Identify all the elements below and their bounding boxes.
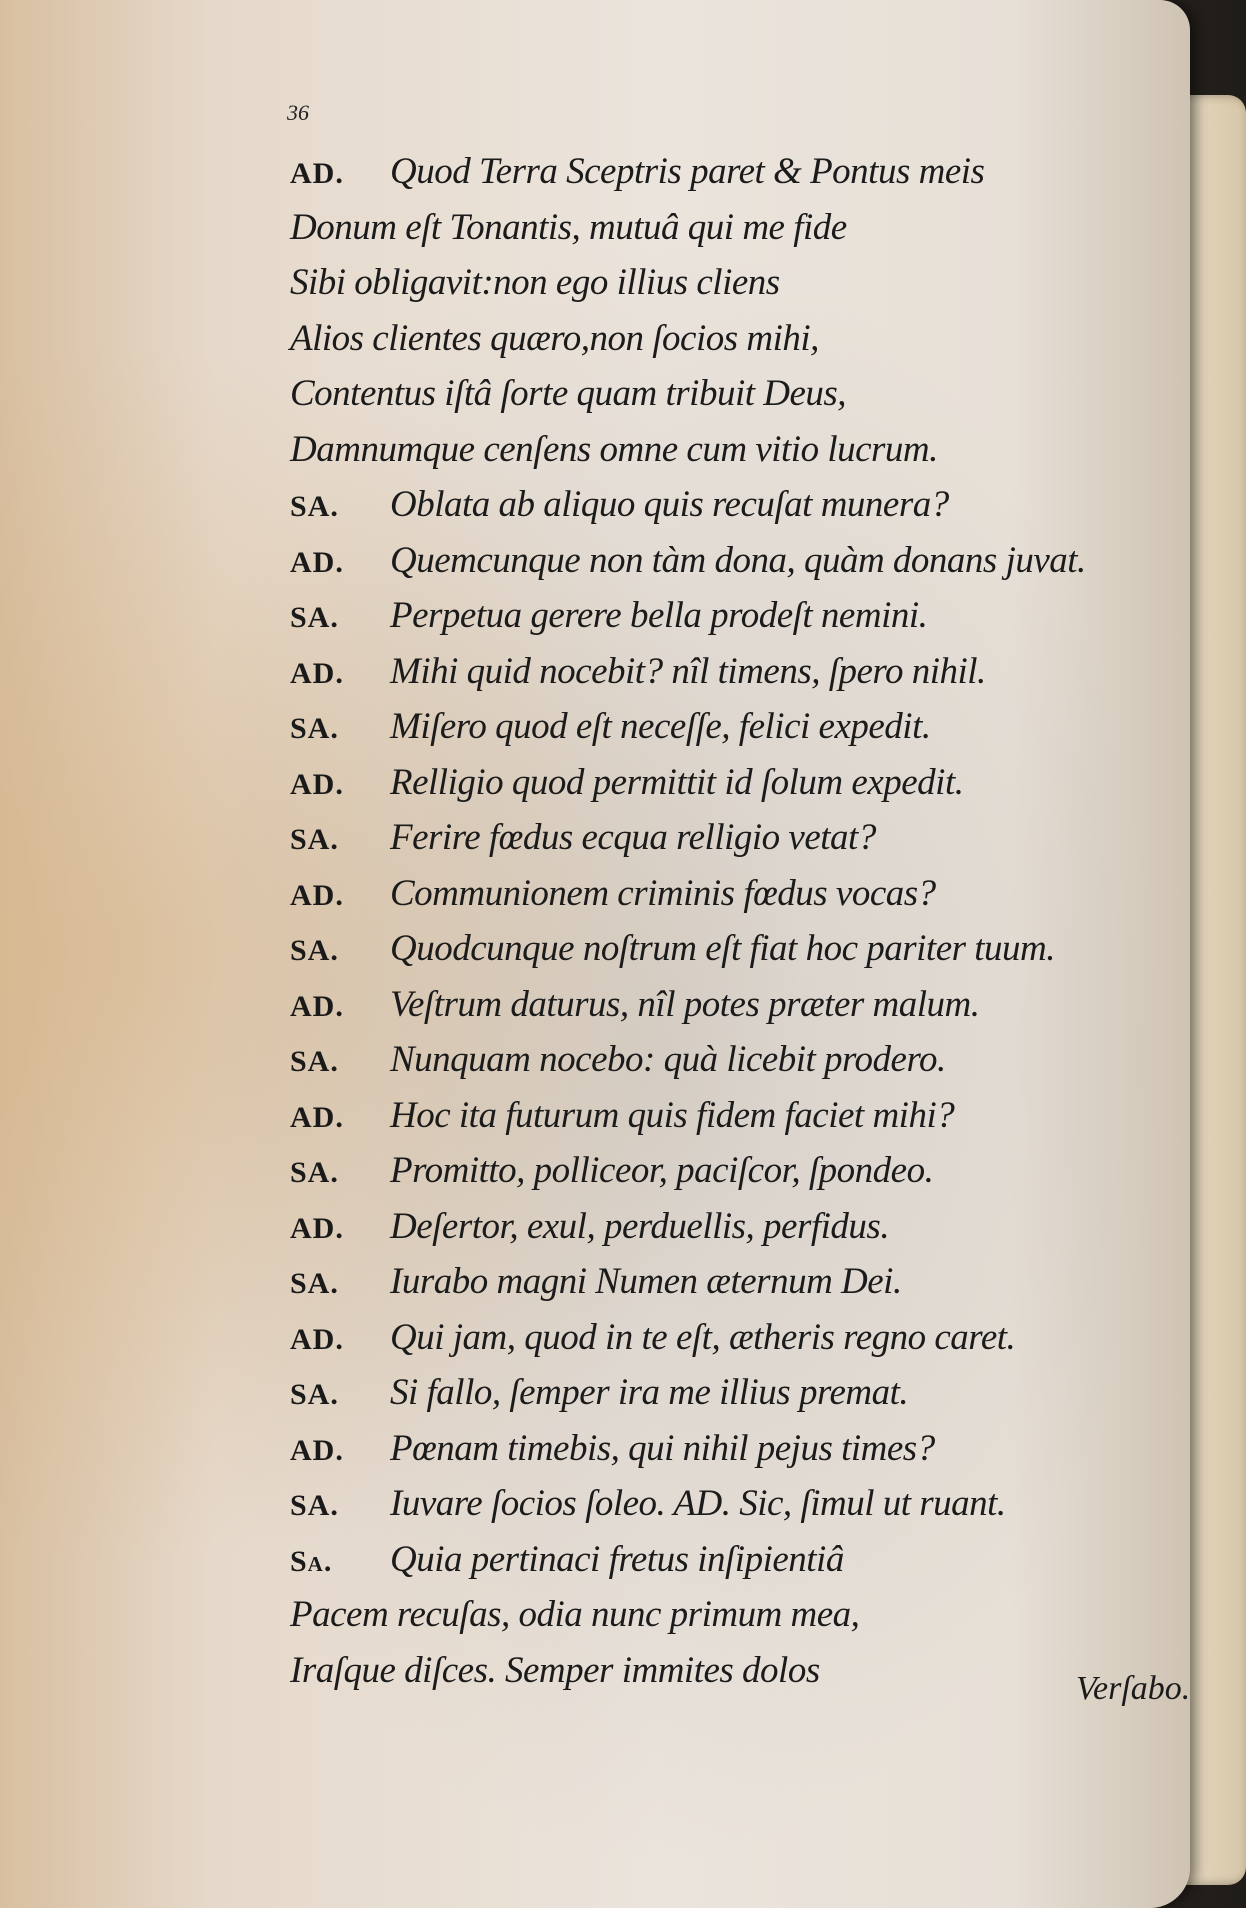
verse-line	[290, 483, 1170, 539]
verse-line	[290, 317, 1170, 373]
page-number: 36	[287, 100, 309, 125]
speaker-label: AD.	[290, 157, 344, 190]
verse-text: Miſero quod eſt neceſſe, felici expedit.	[390, 706, 931, 747]
speaker-label: SA.	[290, 490, 339, 523]
speaker-label: AD.	[290, 1433, 344, 1467]
verse-line	[290, 1149, 1170, 1205]
verse-text: Iraſque diſces. Semper immites dolos	[290, 1649, 820, 1691]
verse-text: Donum eſt Tonantis, mutuâ qui me fide	[290, 206, 847, 248]
speaker-label: AD.	[290, 545, 344, 579]
verse-text: Quemcunque non tàm dona, quàm donans juvat.	[390, 539, 1086, 581]
verse-line	[290, 705, 1170, 761]
verse-line	[290, 816, 1170, 872]
verse-line	[290, 1649, 1170, 1705]
verse-line	[290, 150, 1170, 206]
verse-line	[290, 1593, 1170, 1649]
verse-text: Pacem recuſas, odia nunc primum mea,	[290, 1594, 860, 1635]
verse-text: Oblata ab aliquo quis recuſat munera?	[390, 484, 949, 525]
verse-line	[290, 1205, 1170, 1261]
verse-text: Perpetua gerere bella prodeſt nemini.	[390, 595, 928, 636]
verse-text: Contentus iſtâ ſorte quam tribuit Deus,	[290, 373, 847, 414]
verse-line	[290, 372, 1170, 428]
verse-line	[290, 927, 1170, 983]
speaker-label: SA.	[290, 1267, 339, 1300]
catchword: Verſabo.	[1076, 1670, 1191, 1707]
speaker-label: AD.	[290, 989, 344, 1023]
verse-line	[290, 1371, 1170, 1427]
verse-text: Deſertor, exul, perduellis, perfidus.	[390, 1205, 890, 1247]
speaker-label: SA.	[290, 1156, 339, 1189]
verse-line	[290, 1038, 1170, 1094]
verse-line	[290, 1427, 1170, 1483]
speaker-label: AD.	[290, 1100, 344, 1134]
speaker-label: SA.	[290, 1489, 339, 1522]
speaker-label: AD.	[290, 656, 344, 690]
verse-text: Mihi quid nocebit? nîl timens, ſpero nihil.	[390, 650, 986, 692]
verse-line	[290, 872, 1170, 928]
speaker-label: SA.	[290, 823, 339, 856]
verse-block	[290, 150, 1170, 1704]
verse-line	[290, 650, 1170, 706]
speaker-label: SA.	[290, 712, 339, 745]
verse-text: Qui jam, quod in te eſt, ætheris regno caret.	[390, 1316, 1016, 1358]
speaker-label: SA.	[290, 1045, 339, 1078]
verse-line	[290, 206, 1170, 262]
verse-text: Si fallo, ſemper ira me illius premat.	[390, 1372, 909, 1413]
verse-line	[290, 428, 1170, 484]
speaker-label: SA.	[290, 601, 339, 634]
verse-line	[290, 1094, 1170, 1150]
verse-text: Quodcunque noſtrum eſt fiat hoc pariter tuum.	[390, 928, 1056, 969]
verse-line	[290, 1260, 1170, 1316]
speaker-label: SA.	[290, 934, 339, 967]
speaker-label: SA.	[290, 1378, 339, 1411]
speaker-label: Sa.	[290, 1544, 333, 1578]
verse-line	[290, 594, 1170, 650]
speaker-label: AD.	[290, 878, 344, 912]
verse-text: Pœnam timebis, qui nihil pejus times?	[390, 1427, 935, 1469]
verse-line	[290, 983, 1170, 1039]
verse-text: Hoc ita futurum quis fidem faciet mihi?	[390, 1094, 955, 1136]
verse-text: Promitto, polliceor, paciſcor, ſpondeo.	[390, 1150, 934, 1191]
verse-text: Quia pertinaci fretus inſipientiâ	[390, 1538, 844, 1580]
speaker-label: AD.	[290, 1211, 344, 1245]
verse-text: Communionem criminis fœdus vocas?	[390, 872, 936, 914]
verse-line	[290, 761, 1170, 817]
verse-text: Veſtrum daturus, nîl potes præter malum.	[390, 983, 980, 1025]
verse-text: Damnumque cenſens omne cum vitio lucrum.	[290, 428, 938, 470]
speaker-label: AD.	[290, 1322, 344, 1356]
verse-text: Nunquam nocebo: quà licebit prodero.	[390, 1039, 946, 1080]
verse-line	[290, 1538, 1170, 1594]
verse-text: Sibi obligavit:non ego illius cliens	[290, 262, 780, 303]
verse-line	[290, 1482, 1170, 1538]
verse-line	[290, 261, 1170, 317]
verse-line	[290, 1316, 1170, 1372]
verse-text: Iuvare ſocios ſoleo. AD. Sic, ſimul ut ruant.	[390, 1483, 1006, 1524]
verse-text: Alios clientes quæro,non ſocios mihi,	[290, 317, 819, 359]
verse-text: Ferire fœdus ecqua relligio vetat?	[390, 817, 876, 858]
verse-line	[290, 539, 1170, 595]
verse-text: Iurabo magni Numen æternum Dei.	[390, 1261, 902, 1302]
speaker-label: AD.	[290, 767, 344, 801]
verse-text: Relligio quod permittit id ſolum expedit.	[390, 761, 964, 803]
verse-text: Quod Terra Sceptris paret & Pontus meis	[390, 151, 985, 192]
